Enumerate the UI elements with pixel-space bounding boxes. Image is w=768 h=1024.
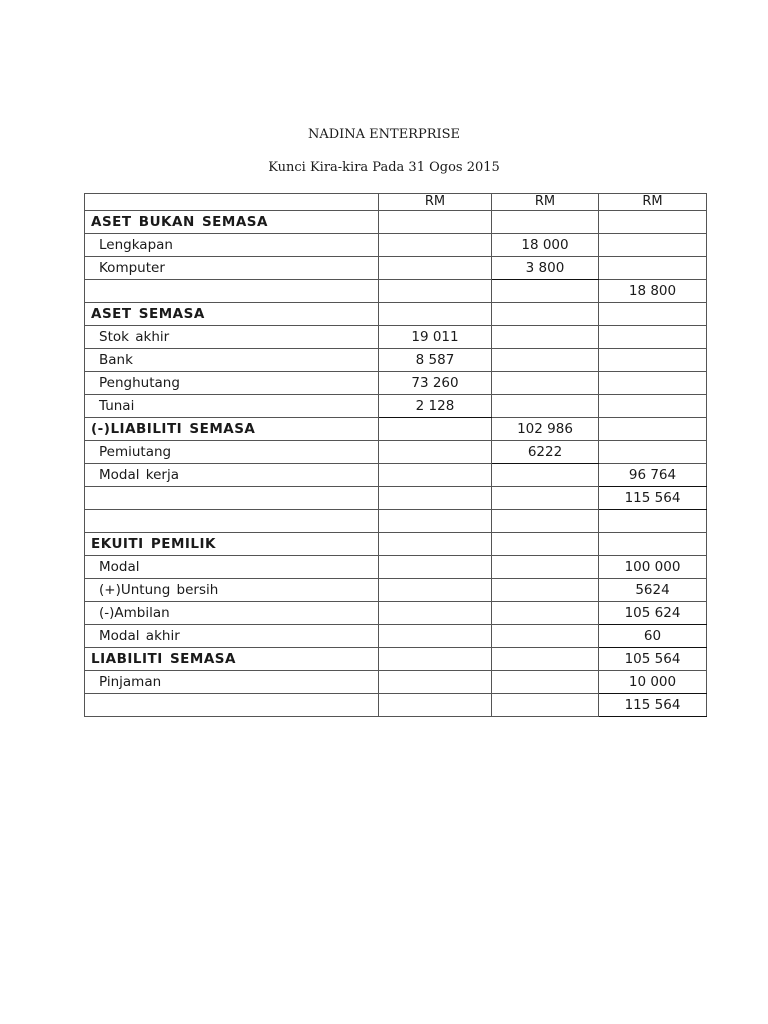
- amount-cell: [379, 280, 492, 303]
- amount-cell: [492, 303, 599, 326]
- table-row: [85, 280, 707, 303]
- header-cell-rm: RM: [379, 194, 492, 211]
- amount-cell: [379, 556, 492, 579]
- amount-cell: 6222: [492, 441, 599, 464]
- table-row: [85, 556, 707, 579]
- item-label: Pemiutang: [85, 441, 379, 464]
- item-label: Modal akhir: [85, 625, 379, 648]
- item-label: (+)Untung bersih: [85, 579, 379, 602]
- item-label: Lengkapan: [85, 234, 379, 257]
- amount-cell: 3 800: [492, 257, 599, 280]
- amount-cell: [599, 326, 707, 349]
- amount-cell: [379, 303, 492, 326]
- amount-cell: [379, 671, 492, 694]
- table-row: [85, 372, 707, 395]
- header-cell-rm: RM: [492, 194, 599, 211]
- amount-cell: [492, 648, 599, 671]
- amount-cell: [492, 510, 599, 533]
- item-label: Modal: [85, 556, 379, 579]
- amount-cell: [492, 349, 599, 372]
- amount-cell: [492, 372, 599, 395]
- amount-cell: [492, 326, 599, 349]
- item-label: Komputer: [85, 257, 379, 280]
- amount-cell: 2 128: [379, 395, 492, 418]
- amount-cell: [379, 533, 492, 556]
- section-heading: EKUITI PEMILIK: [85, 533, 379, 556]
- item-label: [85, 510, 379, 533]
- table-row: [85, 418, 707, 441]
- table-row: [85, 257, 707, 280]
- amount-cell: 115 564: [599, 694, 707, 717]
- item-label: [85, 280, 379, 303]
- amount-cell: [599, 441, 707, 464]
- table-row: [85, 579, 707, 602]
- amount-cell: [599, 418, 707, 441]
- amount-cell: [492, 280, 599, 303]
- amount-cell: [492, 625, 599, 648]
- item-label: Modal kerja: [85, 464, 379, 487]
- table-row: [85, 510, 707, 533]
- amount-cell: 19 011: [379, 326, 492, 349]
- amount-cell: [379, 464, 492, 487]
- amount-cell: 96 764: [599, 464, 707, 487]
- amount-cell: [379, 234, 492, 257]
- amount-cell: [379, 257, 492, 280]
- amount-cell: [599, 234, 707, 257]
- amount-cell: 115 564: [599, 487, 707, 510]
- amount-cell: [379, 510, 492, 533]
- amount-cell: 18 000: [492, 234, 599, 257]
- amount-cell: [599, 395, 707, 418]
- table-row: [85, 326, 707, 349]
- amount-cell: [492, 211, 599, 234]
- table-row: [85, 303, 707, 326]
- statement-subtitle: Kunci Kira-kira Pada 31 Ogos 2015: [268, 160, 500, 175]
- balance-sheet-table: [84, 193, 707, 717]
- amount-cell: [492, 602, 599, 625]
- amount-cell: [492, 556, 599, 579]
- section-heading: ASET BUKAN SEMASA: [85, 211, 379, 234]
- table-row: [85, 648, 707, 671]
- amount-cell: [492, 579, 599, 602]
- item-label: (-)Ambilan: [85, 602, 379, 625]
- amount-cell: 60: [599, 625, 707, 648]
- item-label: Penghutang: [85, 372, 379, 395]
- amount-cell: [599, 257, 707, 280]
- amount-cell: [379, 694, 492, 717]
- amount-cell: [599, 533, 707, 556]
- item-label: Bank: [85, 349, 379, 372]
- section-heading: ASET SEMASA: [85, 303, 379, 326]
- amount-cell: [379, 418, 492, 441]
- amount-cell: [599, 510, 707, 533]
- amount-cell: [492, 395, 599, 418]
- company-name: NADINA ENTERPRISE: [307, 127, 461, 142]
- amount-cell: [599, 303, 707, 326]
- table-row: [85, 349, 707, 372]
- amount-cell: [379, 648, 492, 671]
- item-label: Stok akhir: [85, 326, 379, 349]
- table-row: [85, 694, 707, 717]
- section-heading: (-)LIABILITI SEMASA: [85, 418, 379, 441]
- amount-cell: 105 564: [599, 648, 707, 671]
- table-row: [85, 234, 707, 257]
- amount-cell: [379, 579, 492, 602]
- amount-cell: [379, 441, 492, 464]
- table-header-row: [85, 194, 707, 211]
- table-row: [85, 441, 707, 464]
- item-label: [85, 487, 379, 510]
- amount-cell: [599, 372, 707, 395]
- amount-cell: 102 986: [492, 418, 599, 441]
- amount-cell: [492, 464, 599, 487]
- table-row: [85, 671, 707, 694]
- amount-cell: [492, 487, 599, 510]
- amount-cell: 100 000: [599, 556, 707, 579]
- amount-cell: [379, 625, 492, 648]
- amount-cell: [599, 211, 707, 234]
- section-heading: LIABILITI SEMASA: [85, 648, 379, 671]
- amount-cell: [492, 533, 599, 556]
- amount-cell: 5624: [599, 579, 707, 602]
- table-row: [85, 602, 707, 625]
- item-label: Pinjaman: [85, 671, 379, 694]
- table-row: [85, 533, 707, 556]
- amount-cell: 105 624: [599, 602, 707, 625]
- header-cell-rm: RM: [599, 194, 707, 211]
- amount-cell: [379, 487, 492, 510]
- table-row: [85, 625, 707, 648]
- amount-cell: [492, 694, 599, 717]
- amount-cell: [492, 671, 599, 694]
- table-row: [85, 211, 707, 234]
- amount-cell: 73 260: [379, 372, 492, 395]
- amount-cell: [599, 349, 707, 372]
- table-row: [85, 487, 707, 510]
- table-row: [85, 395, 707, 418]
- amount-cell: 18 800: [599, 280, 707, 303]
- table-row: [85, 464, 707, 487]
- header-cell: [85, 194, 379, 211]
- amount-cell: [379, 602, 492, 625]
- item-label: Tunai: [85, 395, 379, 418]
- item-label: [85, 694, 379, 717]
- amount-cell: 8 587: [379, 349, 492, 372]
- amount-cell: [379, 211, 492, 234]
- amount-cell: 10 000: [599, 671, 707, 694]
